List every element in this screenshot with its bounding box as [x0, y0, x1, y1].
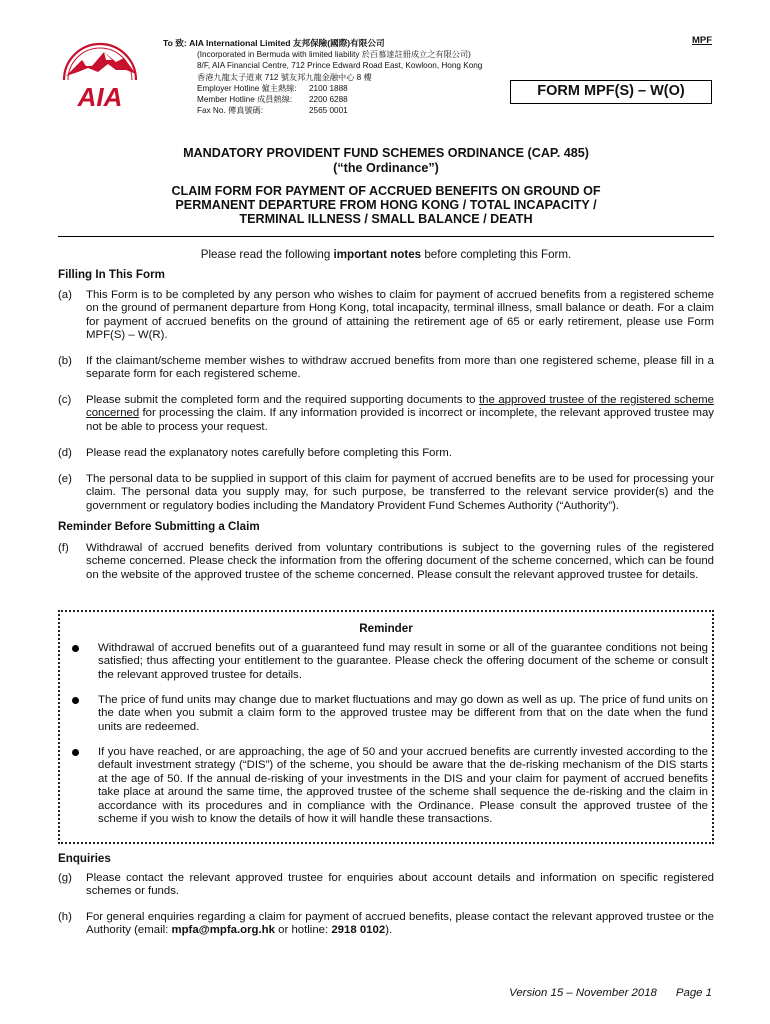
note-marker: (f): [58, 542, 69, 554]
intro-bold: important notes: [333, 248, 422, 261]
addressee-block: [163, 38, 482, 116]
employer-hotline-number: 2100 1888: [309, 83, 348, 93]
page-footer: [509, 987, 712, 1000]
employer-hotline: [163, 83, 482, 94]
bullet-icon: [72, 749, 79, 756]
reminder-bullet: [68, 642, 708, 682]
fax-number: 2565 0001: [309, 106, 348, 116]
claim-title-line-2: PERMANENT DEPARTURE FROM HONG KONG / TOTAL INCAPACITY /: [175, 198, 597, 212]
section-enquiries-heading: Enquiries: [58, 852, 111, 865]
fax-label: Fax No. 傳真號碼:: [197, 106, 263, 116]
reminder-bullet: [68, 746, 708, 826]
address-en: 8/F, AIA Financial Centre, 712 Prince Edward Road East, Kowloon, Hong Kong: [197, 61, 483, 71]
title-divider: [58, 236, 714, 237]
section-filling-heading: Filling In This Form: [58, 268, 165, 281]
note-marker: (g): [58, 872, 72, 884]
mpf-tag: MPF: [691, 35, 712, 46]
version-label: Version 15 – November 2018: [509, 987, 657, 999]
bullet-icon: [72, 645, 79, 652]
address-zh: 香港九龍太子道東 712 號友邦九龍金融中心 8 樓: [197, 72, 372, 82]
claim-title-line-1: CLAIM FORM FOR PAYMENT OF ACCRUED BENEFITS ON GROUND OF: [171, 184, 601, 198]
note-a: [58, 289, 714, 343]
note-c-post: for processing the claim. If any information provided is incorrect or incomplete, the relevant approved trustee may not be able to process your request.: [86, 407, 714, 433]
note-d: [58, 447, 714, 460]
note-text: [86, 911, 714, 938]
note-marker: (e): [58, 473, 72, 485]
note-marker: (c): [58, 394, 72, 406]
reminder-title: Reminder: [359, 622, 413, 635]
note-text: This Form is to be completed by any person who wishes to claim for payment of accrued benefits from a registered scheme on the ground of permanent departure from Hong Kong, total incapacity, terminal illness, small balance or death. For a claim for payment of accrued benefits on the ground of attaining the retirement age of 65 or early retirement, please use Form MPF(S) – W(R).: [86, 289, 714, 342]
note-h-pre: For general enquiries regarding a claim for payment of accrued benefits, please contact the relevant approved trustee or the Authority (email:: [86, 911, 714, 937]
ordinance-title: MANDATORY PROVIDENT FUND SCHEMES ORDINANCE (CAP. 485): [183, 146, 589, 160]
note-marker: (h): [58, 911, 72, 923]
note-text: [86, 394, 714, 434]
note-c-pre: Please submit the completed form and the required supporting documents to: [86, 394, 480, 406]
aia-logo: [52, 30, 148, 114]
reminder-bullet-text: The price of fund units may change due to market fluctuations and may go down as well as up. The price of fund units on the date when you submit a claim form to the approved trustee may be different from that on the date when the fund units are redeemed.: [98, 694, 708, 733]
member-hotline-label: Member Hotline 成員熱線:: [197, 95, 293, 105]
page-number: Page 1: [675, 987, 712, 999]
reminder-bullet-text: If you have reached, or are approaching, the age of 50 and your accrued benefits are currently invested according to the default investment strategy (“DIS”) of the scheme, you should be aware that the de-risking mechanism of the DIS starts at the age of 50. If the annual de-risking of your investments in the DIS and your claim for payment of accrued benefits take place at around the same time, the approved trustee of the scheme shall sequence the de-risking and the claim in accordance with its procedures and in compliance with the Ordinance. Please consult the approved trustee of the scheme if you wish to know the details of how it will handle these transactions.: [98, 746, 708, 826]
employer-hotline-label: Employer Hotline 僱主熱線:: [197, 83, 297, 93]
note-text: If the claimant/scheme member wishes to withdraw accrued benefits from more than one registered scheme, please fill in a separate form for each registered scheme.: [86, 355, 714, 381]
note-h-post: ).: [385, 924, 393, 937]
ordinance-short-title: (“the Ordinance”): [333, 161, 439, 175]
note-c: [58, 394, 714, 434]
bullet-icon: [72, 697, 79, 704]
incorporation-note: (Incorporated in Bermuda with limited liability 於百慕達註冊成立之有限公司): [197, 50, 471, 60]
aia-logo-mark: [52, 30, 148, 114]
note-marker: (b): [58, 355, 72, 367]
note-h: [58, 911, 714, 938]
reminder-bullet: [68, 694, 708, 734]
company-name: AIA International Limited 友邦保險(國際)有限公司: [189, 38, 385, 48]
reminder-bullet-text: Withdrawal of accrued benefits out of a guaranteed fund may result in some or all of the guarantee conditions not being satisfied; thus affecting your entitlement to the guarantee. Please check the offering document of the scheme or consult the relevant approved trustee for details.: [98, 642, 708, 681]
reminder-box: [58, 610, 714, 844]
section-reminder-heading: Reminder Before Submitting a Claim: [58, 520, 260, 533]
intro-pre: Please read the following: [200, 248, 334, 261]
mpfa-email-link[interactable]: mpfa@mpfa.org.hk: [171, 924, 275, 937]
note-text: Withdrawal of accrued benefits derived from voluntary contributions is subject to the governing rules of the registered scheme concerned. Please check the information from the offering document of the scheme concerned, which can be found on the website of the approved trustee of the scheme concerned. Please consult the relevant approved trustee for details.: [86, 542, 714, 581]
to-label: To 致:: [163, 38, 187, 48]
note-b: [58, 355, 714, 382]
intro-post: before completing this Form.: [421, 248, 572, 261]
note-marker: (a): [58, 289, 72, 301]
note-text: Please contact the relevant approved trustee for enquiries about account details and information on specific registered schemes or funds.: [86, 872, 714, 898]
note-e: [58, 473, 714, 513]
note-text: The personal data to be supplied in support of this claim for payment of accrued benefits are to be used for processing your claim. The personal data you supply may, for such purpose, be transferred to the relevant service provider(s) and the government or regulatory bodies including the Mandatory Provident Fund Schemes Authority (“Authority”).: [86, 473, 714, 512]
member-hotline: [163, 94, 482, 105]
claim-title-line-3: TERMINAL ILLNESS / SMALL BALANCE / DEATH: [239, 212, 533, 226]
form-code-box: FORM MPF(S) – W(O): [510, 80, 712, 104]
approved-trustee-emphasis: the approved trustee of the registered scheme concerned: [86, 394, 714, 420]
note-text: Please read the explanatory notes carefully before completing this Form.: [86, 447, 452, 459]
fax: [163, 105, 482, 116]
mpfa-hotline: 2918 0102: [331, 924, 386, 937]
note-g: [58, 872, 714, 899]
note-f: [58, 542, 714, 582]
note-marker: (d): [58, 447, 72, 459]
member-hotline-number: 2200 6288: [309, 95, 348, 105]
aia-logo-text: AIA: [77, 82, 123, 112]
note-h-mid: or hotline:: [274, 924, 332, 937]
intro-note: [58, 248, 714, 261]
